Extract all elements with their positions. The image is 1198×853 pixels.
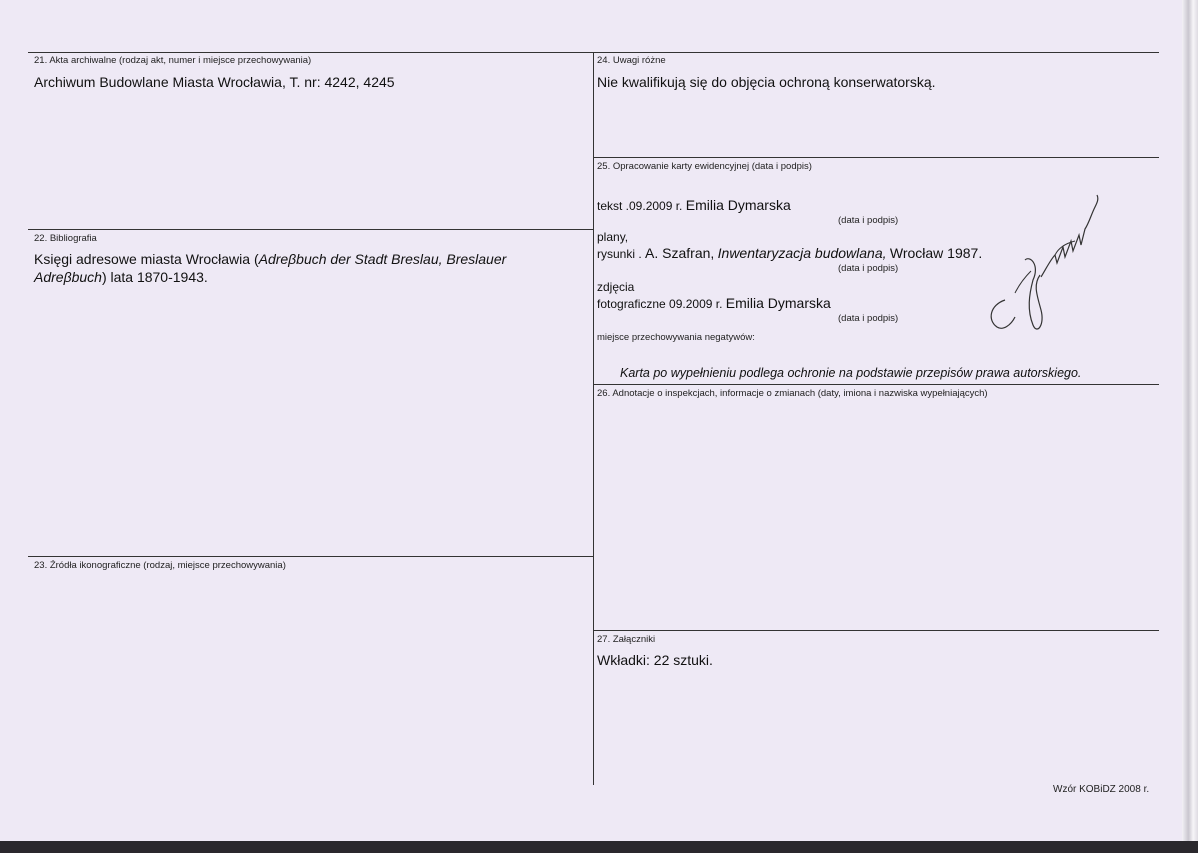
s25-data-podpis-2: (data i podpis): [838, 263, 899, 274]
s27-value: Wkładki: 22 sztuki.: [597, 652, 713, 668]
s25-plany: plany,: [597, 230, 629, 244]
divider-s23: [28, 556, 593, 557]
s25-zdjecia: zdjęcia: [597, 280, 635, 294]
divider-s26: [593, 384, 1159, 385]
paper-edge-right: [1182, 0, 1198, 841]
s25-rysunki-line: rysunki . A. Szafran, Inwentaryzacja budowlana, Wrocław 1987.: [597, 245, 983, 261]
s23-label: 23. Źródła ikonograficzne (rodzaj, miejsce przechowywania): [34, 560, 286, 571]
s25-data-podpis-1: (data i podpis): [838, 215, 899, 226]
s22-label: 22. Bibliografia: [34, 233, 97, 244]
column-divider: [593, 52, 594, 785]
s25-data-podpis-3: (data i podpis): [838, 313, 899, 324]
s27-label: 27. Załączniki: [597, 634, 656, 645]
scan-edge-bottom: [0, 841, 1198, 853]
divider-s22: [28, 229, 593, 230]
s25-negatywy: miejsce przechowywania negatywów:: [597, 332, 755, 343]
divider-s25: [593, 157, 1159, 158]
s21-label: 21. Akta archiwalne (rodzaj akt, numer i miejsce przechowywania): [34, 55, 312, 66]
s22-line-2: Adreβbuch) lata 1870-1943.: [34, 269, 208, 285]
divider-top-right: [593, 52, 1159, 53]
handwritten-signature: [985, 185, 1115, 345]
s22-line-1: Księgi adresowe miasta Wrocławia (Adreβbuch der Stadt Breslau, Breslauer: [34, 251, 507, 267]
s24-value: Nie kwalifikują się do objęcia ochroną konserwatorską.: [597, 74, 936, 90]
s26-label: 26. Adnotacje o inspekcjach, informacje o zmianach (daty, imiona i nazwiska wypełniających): [597, 388, 988, 399]
s25-label: 25. Opracowanie karty ewidencyjnej (data i podpis): [597, 161, 812, 172]
form-template-label: Wzór KOBiDZ 2008 r.: [1053, 784, 1150, 795]
s25-tekst-line: tekst .09.2009 r. Emilia Dymarska: [597, 197, 791, 213]
s24-label: 24. Uwagi różne: [597, 55, 666, 66]
s25-foto-line: fotograficzne 09.2009 r. Emilia Dymarska: [597, 295, 831, 311]
divider-top-left: [28, 52, 593, 53]
s21-value: Archiwum Budowlane Miasta Wrocławia, T. nr: 4242, 4245: [34, 74, 395, 90]
s22-value: [34, 250, 506, 286]
s25-copyright-note: Karta po wypełnieniu podlega ochronie na podstawie przepisów prawa autorskiego.: [620, 366, 1082, 380]
divider-s27: [593, 630, 1159, 631]
